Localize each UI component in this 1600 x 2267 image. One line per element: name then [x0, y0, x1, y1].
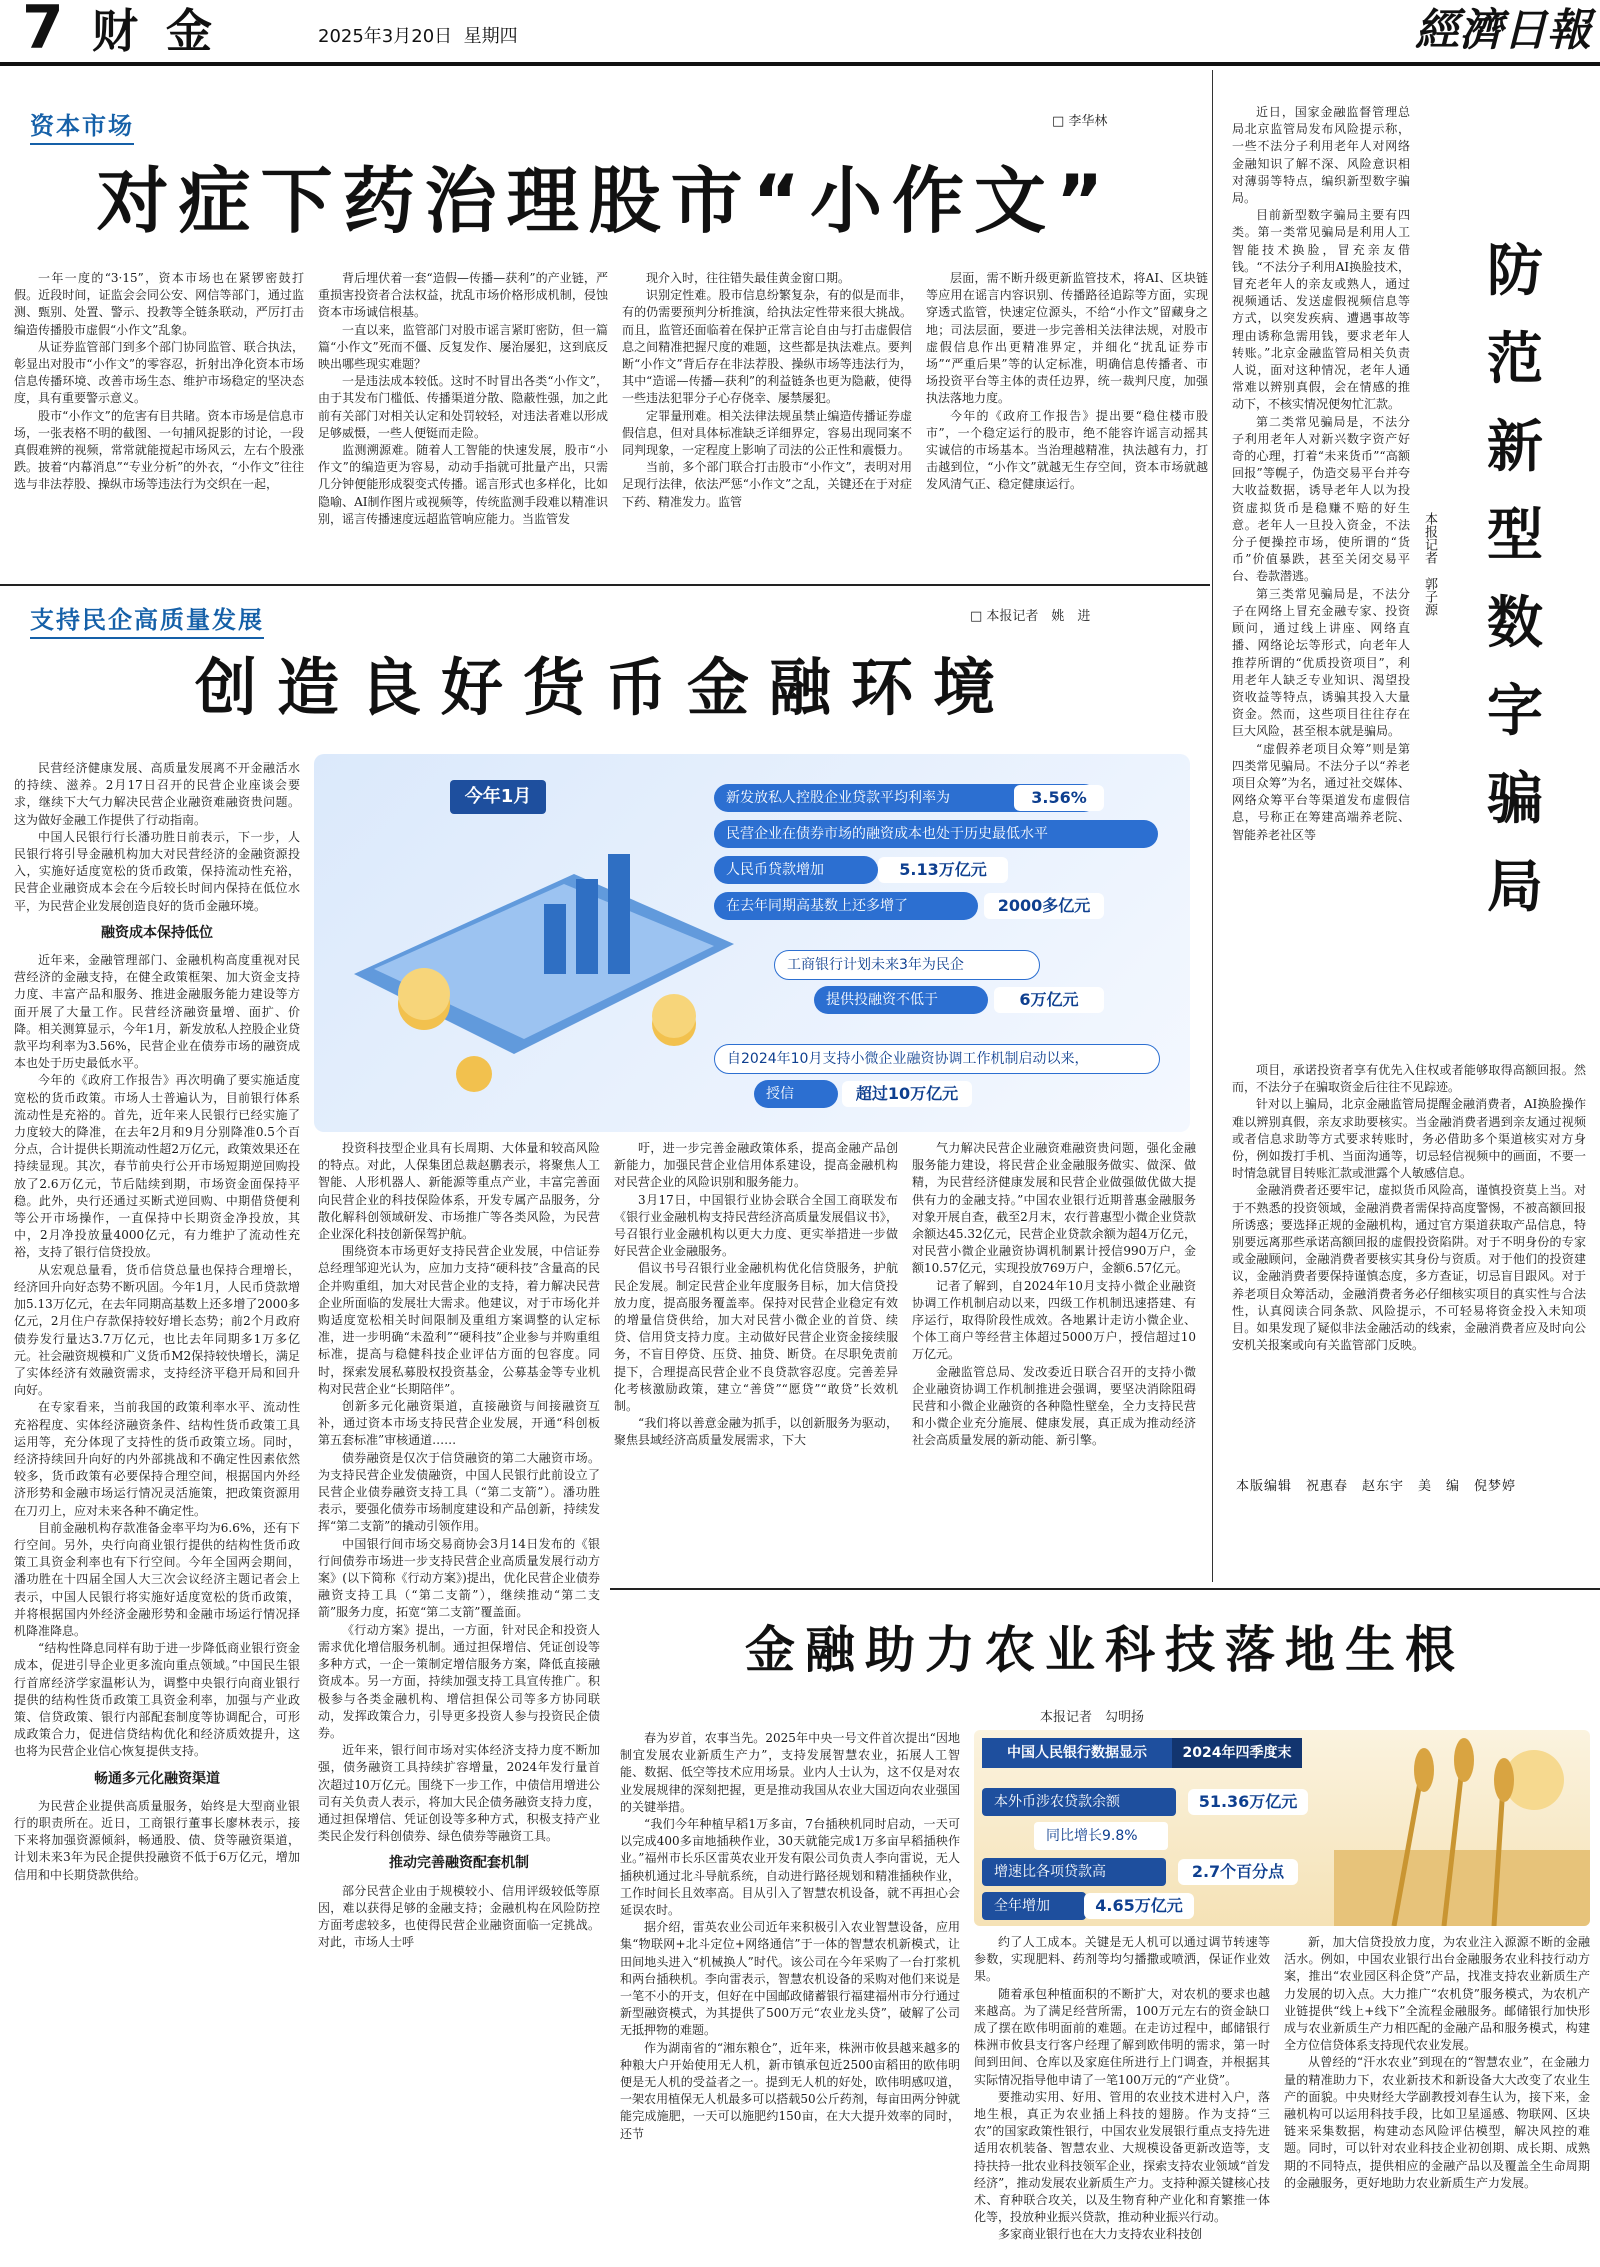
article1-column-4: [926, 270, 1208, 578]
page-header: [0, 0, 1600, 66]
paragraph: 一直以来，监管部门对股市谣言紧盯密防，但一篇篇“小作文”死而不僵、反复发作、屡治屡犯，这到底反映出哪些现实难题？: [318, 322, 608, 372]
column-divider: [1212, 70, 1213, 1582]
article1-title: 对症下药治理股市“小作文”: [96, 159, 1114, 243]
article4-column-2: [974, 1934, 1270, 2260]
article2-column-1: [14, 760, 300, 2260]
info4-value-4: 4.65万亿元: [1084, 1893, 1194, 1919]
paragraph: 围绕资本市场更好支持民营企业发展，中信证券总经理邹迎光认为，应加力支持“硬科技”含量高的民企并购重组，加大对民营企业的支持，着力解决民营企业所面临的发展壮大需求。他建议，对于市场化并购适度宽松相关时间限制及重组方案调整的认定标准，进一步明确“未盈利”“硬科技”企业参与并购重组标准，提高与稳健科技企业评估方面的包容度。同时，探索发展私募股权投资基金，公募基金等专业机构对民营企业“长期陪伴”。: [318, 1244, 600, 1396]
info4-row-4: 全年增加: [982, 1892, 1086, 1920]
paragraph: 第二类常见骗局是，不法分子利用老年人对新兴数字资产好奇的心理，打着“未来货币”“高额回报”等幌子，伪造交易平台并夸大收益数据，诱导老年人以为投资虚拟货币是稳赚不赔的好生意。老年人一旦投入资金，不法分子便操控市场，使所谓的“货币”价值暴跌，甚至关闭交易平台、卷款潜逃。: [1232, 414, 1410, 584]
paragraph: 随着承包种植面积的不断扩大，对农机的要求也越来越高。为了满足经营所需，100万元左右的资金缺口成了摆在欧伟明面前的难题。在走访过程中，邮储银行株洲市攸县支行客户经理了解到欧伟明的需求，第一时间到田间、仓库以及家庭住所进行上门调查，并根据其实际情况指导他申请了一笔100万元的“产业贷”。: [974, 1986, 1270, 2087]
info-value-4: 2000多亿元: [984, 893, 1104, 919]
paragraph: 民营经济健康发展、高质量发展离不开金融活水的持续、滋养。2月17日召开的民营企业座谈会要求，继续下大气力解决民营企业融资难融资贵问题。这为做好金融工作提供了行动指南。: [14, 761, 300, 827]
info-row-3: 人民币贷款增加: [714, 856, 878, 884]
paragraph: 目前金融机构存款准备金率平均为6.6%，还有下行空间。另外，央行向商业银行提供的结构性货币政策工具资金利率也有下行空间。今年全国两会期间，潘功胜在十四届全国人大三次会议经济主题记者会上表示，中国人民银行将实施好适度宽松的货币政策，并将根据国内外经济金融形势和金融市场运行情况择机降准降息。: [14, 1520, 300, 1638]
paragraph: 层面，需不断升级更新监管技术，将AI、区块链等应用在谣言内容识别、传播路径追踪等方面，实现穿透式监管，快速定位源头，不给“小作文”留藏身之地；司法层面，要进一步完善相关法律法规，对股市虚假信息作出更精准界定，并细化“扰乱证券市场”“严重后果”等的认定标准，明确信息传播者、市场投资平台等主体的责任边界，统一裁判尺度，加强执法落地力度。: [926, 271, 1208, 406]
article3-narrow-column: [1232, 104, 1410, 1062]
paragraph: 近日，国家金融监督管理总局北京监管局发布风险提示称，一些不法分子利用老年人对网络金融知识了解不深、风险意识相对薄弱等特点，编织新型数字骗局。: [1232, 105, 1410, 206]
article3-title-char: 防: [1487, 239, 1543, 304]
paragraph: 债券融资是仅次于信贷融资的第二大融资市场。为支持民营企业发债融资，中国人民银行此前设立了民营企业债券融资支持工具（“第二支箭”）。潘功胜表示，要强化债券市场制度建设和产品创新，持续发挥“第二支箭”的撬动引领作用。: [318, 1450, 600, 1534]
article1-author: □ 李华林: [1052, 114, 1108, 129]
masthead-logo: 經濟日報: [1415, 5, 1591, 56]
paragraph: 部分民营企业由于规模较小、信用评级较低等原因，难以获得足够的金融支持；金融机构在风险防控方面考虑较多，也使得民营企业融资面临一定挑战。对此，市场人士呼: [318, 1883, 600, 1950]
info-row-8: 授信: [754, 1080, 838, 1108]
article3-title-char: 局: [1487, 855, 1543, 920]
article3-title: [1480, 228, 1550, 932]
paragraph: 今年的《政府工作报告》再次明确了要实施适度宽松的货币政策。市场人士普遍认为，目前银行体系流动性是充裕的。首先，近年来人民银行已经实施了力度较大的降准，在去年2月和9月分别降准0.5个百分点，合计提供长期流动性超2万亿元，政策效果还在持续显现。其次，春节前央行公开市场短期逆回购投放了2.6万亿元，节后陆续到期，市场资金面保持平稳。此外，央行还通过买断式逆回购、中期借贷便利等公开市场操作，一直保持中长期资金净投放，其中，2月净投放量4000亿元，有力维护了流动性充裕，支持了银行信贷投放。: [14, 1073, 300, 1260]
paragraph: 金融消费者还要牢记，虚拟货币风险高，谨慎投资莫上当。对于不熟悉的投资领域，金融消费者需保持高度警惕，不被高额回报所诱惑；要选择正规的金融机构，通过官方渠道获取产品信息，特别要远离那些承诺高额回报的虚假投资陷阱。对于不明身份的专家或金融顾问，金融消费者要核实其身份与资质。对于他们的投资建议，金融消费者要保持谨慎态度，多方查证，切忌盲目跟风。对于养老项目众筹活动，金融消费者务必仔细核实项目的真实性与合法性，认真阅读合同条款、风险提示，不可轻易将资金投入未知项目。如果发现了疑似非法金融活动的线索，金融消费者应及时向公安机关报案或向有关监管部门反映。: [1232, 1183, 1586, 1353]
article3-title-char: 字: [1487, 679, 1543, 744]
paragraph: 在专家看来，当前我国的政策利率水平、流动性充裕程度、实体经济融资条件、结构性货币政策工具运用等，充分体现了支持性的货币政策立场。同时，经济持续回升向好的内外部挑战和不确定性因素依然较多，货币政策有必要保持合理空间，根据国内外经济形势和金融市场运行情况灵活施策，把政策资源用在刀刃上，应对未来各种不确定性。: [14, 1400, 300, 1518]
paragraph: 一年一度的“3·15”，资本市场也在紧锣密鼓打假。近段时间，证监会会同公安、网信等部门，通过监测、甄别、处置、警示、投教等全链条联动，严厉打击编造传播股市虚假“小作文”乱象。: [14, 271, 304, 337]
info-value-6: 6万亿元: [994, 987, 1104, 1013]
info-value-3: 5.13万亿元: [878, 857, 1008, 883]
info-row-1: 新发放私人控股企业贷款平均利率为: [714, 784, 1098, 812]
info-row-4: 在去年同期高基数上还多增了: [714, 892, 978, 920]
paragraph: 吁，进一步完善金融政策体系，提高金融产品创新能力，加强民营企业信用体系建设，提高金融机构对民营企业的风险识别和服务能力。: [614, 1141, 898, 1190]
paragraph: 目前新型数字骗局主要有四类。第一类常见骗局是利用人工智能技术换脸，冒充亲友借钱。“不法分子利用AI换脸技术，冒充老年人的亲友或熟人，通过视频通话、发送虚假视频信息等方式，以突发疾病、遭遇事故等理由诱称急需用钱，要求老年人转账。”北京金融监管局相关负责人说，面对这种情况，老年人通常难以辨别真假，会在情感的推动下，不核实情况便匆忙汇款。: [1232, 208, 1410, 412]
info4-row-3: 增速比各项贷款高: [982, 1858, 1166, 1886]
info-row-2: 民营企业在债券市场的融资成本也处于历史最低水平: [714, 820, 1158, 848]
divider: [0, 584, 1210, 586]
article2-column-4: [912, 1140, 1196, 1584]
paragraph: “我们将以善意金融为抓手，以创新服务为驱动，聚焦县域经济高质量发展需求，下大: [614, 1416, 898, 1448]
paragraph: “虚假养老项目众筹”则是第四类常见骗局。不法分子以“养老项目众筹”为名，通过社交媒体、网络众筹平台等渠道发布虚假信息，号称正在筹建高端养老院、智能养老社区等: [1232, 741, 1410, 842]
column-tag-private-enterprise: 支持民企高质量发展: [30, 600, 264, 639]
article2-column-2: [318, 1140, 600, 2260]
article4-author: 本报记者 勾明扬: [1040, 1710, 1145, 1725]
info4-value-1: 51.36万亿元: [1188, 1789, 1308, 1815]
article3-title-char: 数: [1487, 591, 1543, 656]
paragraph: 多家商业银行也在大力支持农业科技创: [998, 2227, 1203, 2242]
paragraph: 要推动实用、好用、管用的农业技术进村入户，落地生根，真正为农业插上科技的翅膀。作为支持“三农”的国家政策性银行，中国农业发展银行重点支持先进适用农机装备、智慧农业、大规模设备更新改造等，支持扶持一批农业科技领军企业，探索支持农业领域“首发经济”，推动发展农业新质生产力。支持种源关键核心技术、育种联合攻关，以及生物育种产业化和育繁推一体化等，投放种业振兴贷款，推动种业振兴行动。: [974, 2089, 1270, 2225]
paragraph: 识别定性难。股市信息纷繁复杂，有的似是而非，有的仍需要预判分析推演，给执法定性带来很大挑战。而且，监管还面临着在保护正常言论自由与打击虚假信息之间精准把握尺度的难题，这些都是执法难点。要判断“小作文”背后存在非法荐股、操纵市场等违法行为，其中“造谣—传播—获利”的利益链条也更为隐蔽，使得一些违法犯罪分子心存侥幸、屡禁屡犯。: [622, 288, 912, 406]
info-value-1: 3.56%: [1014, 785, 1104, 811]
bar-chart-illustration: [314, 794, 754, 1124]
paragraph: 近年来，银行间市场对实体经济支持力度不断加强，债务融资工具持续扩容增量，2024年发行量首次超过10万亿元。围绕下一步工作，中债信用增进公司有关负责人表示，将加大民企债务融资支持力度，通过担保增信、凭证创设等多种方式，积极支持产业类民企发行科创债券、绿色债券等融资工具。: [318, 1743, 600, 1844]
paragraph: 《行动方案》提出，一方面，针对民企和投资人需求优化增信服务机制。通过担保增信、凭证创设等多种方式，一企一策制定增信服务方案，降低直接融资成本。另一方面，持续加强支持工具宣传推广。积极参与各类金融机构、增信担保公司等多方协同联动，发挥政策合力，引导更多投资人参与投资民企债券。: [318, 1622, 600, 1740]
paragraph: 股市“小作文”的危害有目共睹。资本市场是信息市场，一张表格不明的截图、一句捕风捉影的讨论，一段真假难辨的视频，常常就能搅起市场风云，左右个股涨跌。披着“内幕消息”“专业分析”的外衣，“小作文”往往选与非法荐股、操纵市场等违法行为交织在一起，: [14, 408, 304, 492]
paragraph: 倡议书号召银行业金融机构优化信贷服务，护航民企发展。制定民营企业年度服务目标，加大信贷投放力度，提高服务覆盖率。保持对民营企业稳定有效的增量信贷供给，加大对民营小微企业的首贷、续贷、信用贷支持力度。主动做好民营企业资金接续服务，不盲目停贷、压贷、抽贷、断贷。在尽职免责前提下，合理提高民营企业不良贷款容忍度。完善差异化考核激励政策，建立“善贷”“愿贷”“敢贷”长效机制。: [614, 1261, 898, 1414]
info4-row-2: 同比增长9.8%: [1034, 1822, 1168, 1850]
article2-title: 创造良好货币金融环境: [194, 651, 1015, 724]
article3-author: 本报记者 郭子源: [1422, 512, 1437, 616]
paragraph: 现介入时，往往错失最佳黄金窗口期。: [646, 271, 851, 285]
section-name: 财 金: [92, 4, 219, 58]
info-row-5: 工商银行计划未来3年为民企: [774, 950, 1040, 980]
info4-header-right: 2024年四季度末: [1172, 1738, 1302, 1768]
article3-wide-column: [1232, 1062, 1586, 1462]
paragraph: 作为湖南省的“湘东粮仓”，近年来，株洲市攸县越来越多的种粮大户开始使用无人机，新市镇承包近2500亩稻田的欧伟明便是无人机的受益者之一。提到无人机的好处，欧伟明感叹道，一架农用植保无人机最多可以搭载50公斤药剂，每亩田两分钟就能完成施肥，一天可以施肥约150亩，在大大提升效率的同时，还节: [620, 2040, 960, 2141]
paragraph: 据介绍，雷英农业公司近年来积极引入农业智慧设备，应用集“物联网+北斗定位+网络通信”于一体的智慧农机新模式，让田间地头进入“机械换人”时代。该公司在今年采购了一台打浆机和两台插秧机。李向雷表示，智慧农机设备的采购对他们来说是一笔不小的开支，但好在中国邮政储蓄银行福建福州市分行通过新型融资模式，为其提供了500万元“农业龙头贷”，破解了公司无抵押物的难题。: [620, 1920, 960, 2038]
infographic-badge: 今年1月: [450, 780, 546, 814]
article2-infographic: [314, 754, 1190, 1132]
paragraph: 约了人工成本。关键是无人机可以通过调节转速等参数，实现肥料、药剂等均匀播撒或喷洒，保证作业效果。: [974, 1935, 1270, 1984]
paragraph: 新，加大信贷投放力度，为农业注入源源不断的金融活水。例如，中国农业银行出台金融服务农业科技行动方案，推出“农业园区科企贷”产品，找准支持农业新质生产力发展的切入点。大力推广“农机贷”服务模式，为农机产业链提供“线上+线下”全流程金融服务。邮储银行加快形成与农业新质生产力相匹配的金融产品和服务模式，构建全方位信贷体系支持现代农业发展。: [1284, 1935, 1590, 2053]
subheading: 畅通多元化融资渠道: [94, 1770, 220, 1787]
article4-title: 金融助力农业科技落地生根: [745, 1621, 1465, 1679]
article1-column-3: [622, 270, 912, 578]
paragraph: 从曾经的“汗水农业”到现在的“智慧农业”，在金融力量的精准助力下，农业新技术和新设备大大改变了农业生产的面貌。中央财经大学副教授刘春生认为，接下来，金融机构可以运用科技手段，比如卫星遥感、物联网、区块链来采集数据，构建动态风险评估模型，解决风控的难题。同时，可以针对农业科技企业初创期、成长期、成熟期的不同特点，提供相应的金融产品以及覆盖全生命周期的金融服务，更好地助力农业新质生产力发展。: [1284, 2055, 1590, 2190]
paragraph: 中国银行间市场交易商协会3月14日发布的《银行间债券市场进一步支持民营企业高质量发展行动方案》(以下简称《行动方案》)提出，优化民营企业债券融资支持工具（“第二支箭”），继续推动“第二支箭”服务力度，拓宽“第二支箭”覆盖面。: [318, 1536, 600, 1620]
info-value-8: 超过10万亿元: [842, 1081, 972, 1107]
paragraph: 定罪量刑难。相关法律法规虽禁止编造传播证券虚假信息，但对具体标准缺乏详细界定，容易出现同案不同判现象，一定程度上影响了司法的公正性和震慑力。: [622, 408, 912, 458]
paragraph: 记者了解到，自2024年10月支持小微企业融资协调工作机制启动以来，四级工作机制迅速搭建、有序运行，取得阶段性成效。各地累计走访小微企业、个体工商户等经营主体超过5000万户，授信超过10万亿元。: [912, 1278, 1196, 1362]
article4-column-1: [620, 1730, 960, 2260]
paragraph: 背后埋伏着一套“造假—传播—获利”的产业链，严重损害投资者合法权益，扰乱市场价格形成机制，侵蚀资本市场诚信根基。: [318, 271, 608, 320]
paragraph: 针对以上骗局，北京金融监管局提醒金融消费者，AI换脸操作难以辨别真假，亲友求助要核实。当金融消费者遇到亲友通过视频或者信息求助等方式要求转账时，务必借助多个渠道核实对方身份，例如拨打手机、当面沟通等，切忌轻信视频中的画面，不要一时情急就冒目转账汇款或泄露个人敏感信息。: [1232, 1097, 1586, 1181]
subheading: 推动完善融资配套机制: [389, 1855, 529, 1872]
paragraph: 项目，承诺投资者享有优先入住权或者能够取得高额回报。然而，不法分子在骗取资金后往往不见踪迹。: [1232, 1063, 1586, 1095]
divider: [610, 1588, 1600, 1590]
page-editors: 本版编辑 祝惠春 赵东宇 美 编 倪梦婷: [1236, 1479, 1517, 1494]
paragraph: 春为岁首，农事当先。2025年中央一号文件首次提出“因地制宜发展农业新质生产力”，支持发展智慧农业，拓展人工智能、数据、低空等技术应用场景。业内人士认为，这不仅是对农业发展规律的深刻把握，更是推动我国从农业大国迈向农业强国的关键举措。: [620, 1731, 960, 1814]
paragraph: 投资科技型企业具有长周期、大体量和较高风险的特点。对此，人保集团总裁赵鹏表示，将聚焦人工智能、人形机器人、新能源等重点产业，丰富完善面向民营企业的科技保险体系，开发专属产品服务，分散化解科创领域研发、市场推广等各类风险，为民营企业深化科技创新保驾护航。: [318, 1141, 600, 1242]
article1-column-1: [14, 270, 304, 578]
article4-infographic: [974, 1730, 1590, 1926]
article4-column-3: [1284, 1934, 1590, 2260]
paragraph: 气力解决民营企业融资难融资贵问题，强化金融服务能力建设，将民营企业金融服务做实、做深、做精，为民营经济健康发展和民营企业做强做优做大提供有力的金融支持。”中国农业银行近期普惠金融服务对象开展自查，截至2月末，农行普惠型小微企业贷款余额达45.32亿元，民营企业贷款余额为超4万亿元，对民营小微企业融资协调机制累计授信990万户，金额10.57亿元，实现投放769万户，金额6.57亿元。: [912, 1141, 1196, 1276]
paragraph: 从证券监管部门到多个部门协同监管、联合执法，彰显出对股市“小作文”的零容忍，折射出净化资本市场信息传播环境、改善市场生态、维护市场稳定的坚决态度，具有重要警示意义。: [14, 339, 304, 406]
paragraph: 第三类常见骗局是，不法分子在网络上冒充金融专家、投资顾问，通过线上讲座、网络直播、网络论坛等形式，向老年人推荐所谓的“优质投资项目”，利用老年人缺乏专业知识、渴望投资收益等特点，诱骗其投入大量资金。然而，这些项目往往存在巨大风险，甚至根本就是骗局。: [1232, 586, 1410, 739]
article3-title-char: 型: [1487, 503, 1543, 568]
article2-author: □ 本报记者 姚 进: [970, 609, 1091, 624]
paragraph: 中国人民银行行长潘功胜日前表示，下一步，人民银行将引导金融机构加大对民营经济的金融资源投入，实施好适度宽松的货币政策，保持流动性充裕，民营企业融资成本会在今后较长时间内保持在低位水平，为民营企业发展创造良好的货币金融环境。: [14, 829, 300, 913]
issue-date: 2025年3月20日 星期四: [318, 26, 518, 47]
info4-value-3: 2.7个百分点: [1178, 1859, 1298, 1885]
paragraph: 近年来，金融管理部门、金融机构高度重视对民营经济的金融支持，在健全政策框架、加大资金支持力度、丰富产品和服务、推进金融服务能力建设等方面开展了大量工作。民营经济融资量增、面扩、价降。相关测算显示，今年1月，新发放私人控股企业贷款平均利率为3.56%，民营企业在债券市场的融资成本也处于历史最低水平。: [14, 953, 300, 1071]
paragraph: 监测溯源难。随着人工智能的快速发展，股市“小作文”的编造更为容易，动动手指就可批量产出，只需几分钟便能形成裂变式传播。谣言形式也多样化，比如隐喻、AI制作图片或视频等，传统监测手段难以精准识别，谣言传播速度远超监管响应能力。当监管发: [318, 443, 608, 526]
paragraph: 一是违法成本较低。这时不时冒出各类“小作文”，由于其发布门槛低、传播渠道分散、隐蔽性强，加之此前有关部门对相关认定和处罚较轻，对违法者难以形成足够威慑，一些人便铤而走险。: [318, 374, 608, 440]
article3-title-char: 新: [1487, 415, 1543, 480]
info-row-7: 自2024年10月支持小微企业融资协调工作机制启动以来，: [714, 1044, 1160, 1074]
paragraph: “结构性降息同样有助于进一步降低商业银行资金成本，促进引导企业更多流向重点领域。”中国民生银行首席经济学家温彬认为，调整中央银行向商业银行提供的结构性货币政策工具资金利率，加强与产业政策、信贷政策、银行内部配套制度等协调配合，可形成政策合力，促进信贷结构优化和经济质效提升，这也将为民营企业信心恢复提供支持。: [14, 1641, 300, 1759]
article3-title-char: 骗: [1487, 767, 1543, 832]
wheat-illustration: [1334, 1730, 1590, 1926]
article3-title-char: 范: [1487, 327, 1543, 392]
paragraph: 3月17日，中国银行业协会联合全国工商联发布《银行业金融机构支持民营经济高质量发展倡议书》，号召银行业金融机构以更大力度、更实举措进一步做好民营企业金融服务。: [614, 1192, 898, 1259]
paragraph: 金融监管总局、发改委近日联合召开的支持小微企业融资协调工作机制推进会强调，要坚决消除阻碍民营和小微企业融资的各种隐性壁垒，全力支持民营和小微企业充分施展、健康发展，真正成为推动经济社会高质量发展的新动能、新引擎。: [912, 1364, 1196, 1448]
info4-header-left: 中国人民银行数据显示: [982, 1738, 1172, 1768]
article2-column-3: [614, 1140, 898, 1584]
paragraph: 当前，多个部门联合打击股市“小作文”，表明对用足现行法律，依法严惩“小作文”之乱，关键还在于对症下药、精准发力。监管: [622, 460, 912, 509]
column-tag-capital-market: 资本市场: [30, 106, 134, 145]
paragraph: 今年的《政府工作报告》提出要“稳住楼市股市”，一个稳定运行的股市，绝不能容许谣言动摇其实诚信的市场基本。当治理越精准，执法越有力，打击越到位，“小作文”就越无生存空间，资本市场就越发风清气正、稳定健康运行。: [926, 408, 1208, 492]
paragraph: 从宏观总量看，货币信贷总量也保持合理增长，经济回升向好态势不断巩固。今年1月，人民币贷款增加5.13万亿元，在去年同期高基数上还多增了2000多亿元，2月住户存款保持较好增长态势；前2个月政府债券发行量达3.7万亿元，也比去年同期多1万多亿元。社会融资规模和广义货币M2保持较快增长，满足了实体经济有效融资需求，支持经济平稳开局和回升向好。: [14, 1262, 300, 1398]
subheading: 融资成本保持低位: [101, 924, 213, 941]
article1-column-2: [318, 270, 608, 578]
paragraph: 为民营企业提供高质量服务，始终是大型商业银行的职责所在。近日，工商银行董事长廖林表示，接下来将加强资源倾斜，畅通股、债、贷等融资渠道，计划未来3年为民企提供投融资不低于6万亿元，增加信用和中长期贷款供给。: [14, 1798, 300, 1882]
paragraph: “我们今年种植早稻1万多亩，7台插秧机同时启动，一天可以完成400多亩地插秧作业，30天就能完成1万多亩早稻插秧作业。”福州市长乐区雷英农业开发有限公司负责人李向雷说，无人插秧机通过北斗导航系统，自动进行路径规划和精准插秧作业，工作时间长且效率高。目从引入了智慧农机设备，就不再担心会延误农时。: [620, 1817, 960, 1918]
info-row-6: 提供投融资不低于: [814, 986, 988, 1014]
page-number: 7: [22, 0, 64, 63]
paragraph: 创新多元化融资渠道，直接融资与间接融资互补，通过资本市场支持民营企业发展，开通“科创板第五套标准”审核通道……: [318, 1399, 600, 1448]
info4-row-1: 本外币涉农贷款余额: [982, 1788, 1176, 1816]
